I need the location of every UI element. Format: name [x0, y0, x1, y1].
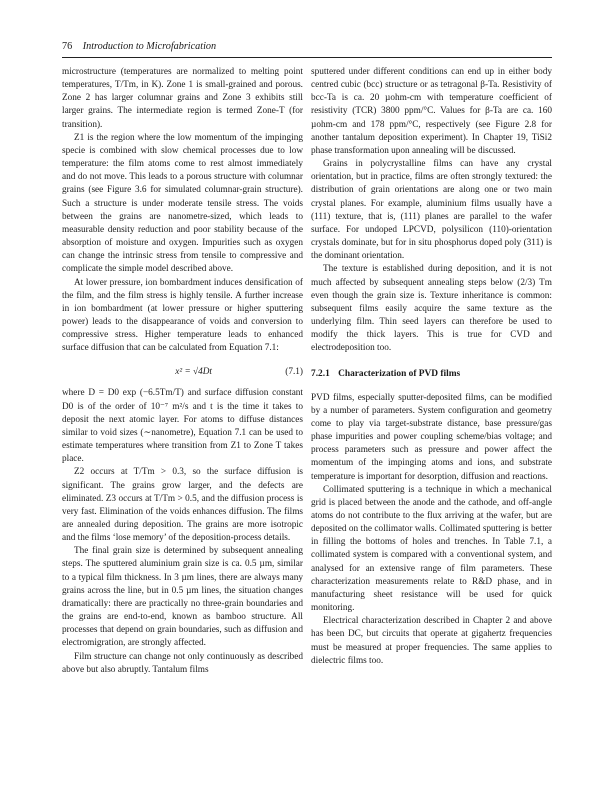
header-rule [62, 57, 552, 58]
paragraph: Film structure can change not only continuously as described above but also abruptly. Tantalum films [62, 651, 303, 675]
section-number: 7.2.1 [311, 369, 330, 380]
paragraph: The texture is established during deposition, and it is not much affected by subsequent annealing steps below (2/3) Tm even though the grain size is. Texture inheritance is common: subsequent films easily acquire the same texture as the underlying film. Thin seed layers can therefore be used to modify the thick layers. This is true for CVD and electrodeposition too. [311, 264, 552, 354]
paragraph: Grains in polycrystalline films can have any crystal orientation, but in practice, films are often strongly textured: the distribution of grain orientations are along one or two main crystal planes. For example, aluminium films usually have a (111) texture, that is, (111) planes are parallel to the wafer surface. For undoped LPCVD, polysilicon (110)-orientation crystals dominate, but for in situ phosphorus doped poly (311) is the dominant orientation. [311, 159, 552, 262]
paragraph: At lower pressure, ion bombardment induces densification of the film, and the film stress is highly tensile. A further increase in ion bombardment (at lower pressure or higher sputtering power) leads to the disappearance of voids and conversion to compressive stress. Higher temperature leads to enhanced surface diffusion that can be calculated from Equation 7.1: [62, 277, 303, 354]
right-column [311, 66, 552, 668]
equation-number: (7.1) [285, 366, 303, 377]
left-column [62, 66, 303, 677]
paragraph: where D = D0 exp (−6.5Tm/T) and surface diffusion constant D0 is of the order of 10⁻⁷ m²/s and t is the time it takes to deposit the next atomic layer. For atoms to diffuse distances similar to void sizes (∼nanometre), Equation 7.1 can be used to estimate temperatures where transition from Z1 to Zone T takes place. [62, 388, 303, 465]
paragraph: microstructure (temperatures are normalized to melting point temperatures, T/Tm, in K). Zone 1 is small-grained and porous. Zone 2 has larger columnar grains and Zone 3 exhibits still larger grains. The intermediate region is termed Zone-T (for transition). [62, 67, 303, 130]
paragraph: sputtered under different conditions can end up in either body centred cubic (bcc) structure or as tetragonal β-Ta. Resistivity of bcc-Ta is ca. 20 µohm-cm with temperature coefficient of resistivity (TCR) 3800 ppm/°C. Values for β-Ta are ca. 160 µohm-cm and 178 ppm/°C, respectively (see Figure 2.8 for another tantalum deposition experiment). In Chapter 19, TiSi2 phase transformation upon annealing will be discussed. [311, 67, 552, 156]
paragraph: Collimated sputtering is a technique in which a mechanical grid is placed between the anode and the cathode, and off-angle atoms do not contribute to the flux arriving at the wafer, but are deposited on the collimator walls. Collimated sputtering is better in filling the bottoms of holes and trenches. In Table 7.1, a collimated system is compared with a conventional system, and analysed for an extensive range of film parameters. These characterization measurements relate to R&D phase, and in manufacturing sheet resistance will be used for quick monitoring. [311, 484, 552, 614]
equation-7-1 [62, 359, 303, 385]
paragraph: The final grain size is determined by subsequent annealing steps. The sputtered aluminium grain size is ca. 0.5 µm, similar to a typical film thickness. In 3 µm lines, there are always many grains across the line, but in 0.5 µm lines, the situation changes dramatically: there are practically no three-grain boundaries and the grains are end-to-end, known as bamboo structure. All processes that depend on grain boundaries, such as diffusion and electromigration, are strongly affected. [62, 546, 303, 649]
running-head [62, 41, 216, 52]
equation-body: x² = √4Dt [175, 366, 212, 377]
section-title: Characterization of PVD films [338, 369, 461, 380]
paragraph: Electrical characterization described in Chapter 2 and above has been DC, but circuits that operate at gigahertz frequencies must be measured at proper frequencies. The same applies to dielectric films too. [311, 616, 552, 666]
paragraph: Z2 occurs at T/Tm > 0.3, so the surface diffusion is significant. The grains grow larger, and the defects are eliminated. Z3 occurs at T/Tm > 0.5, and the diffusion process is very fast. Elimination of the voids enhances diffusion. The films are annealed during deposition. The grains are more isotropic and the films ‘lose memory’ of the deposition-process details. [62, 467, 303, 544]
paragraph: PVD films, especially sputter-deposited films, can be modified by a number of parameters. System configuration and geometry come to play via target-substrate distance, base pressure/gas phase impurities and power coupling scheme/bias voltage; and process parameters such as pressure and power affect the momentum of the impinging atoms and ions, and substrate temperature is important for desorption, diffusion and reactions. [311, 392, 552, 482]
book-title: Introduction to Microfabrication [82, 41, 217, 52]
paragraph: Z1 is the region where the low momentum of the impinging specie is combined with slow chemical processes due to low temperature: the film atoms come to rest almost immediately and do not move. This leads to a porous structure with columnar grains (see Figure 3.6 for simulated columnar-grain structure). Such a structure is under moderate tensile stress. The voids between the grains are nanometre-sized, which leads to measurable density reduction and poor stability because of the absorption of moisture and oxygen. Impurities such as oxygen can change the intrinsic stress from tensile to compressive and complicate the simple model described above. [62, 132, 303, 275]
section-heading [311, 368, 552, 381]
page-number: 76 [62, 41, 73, 52]
